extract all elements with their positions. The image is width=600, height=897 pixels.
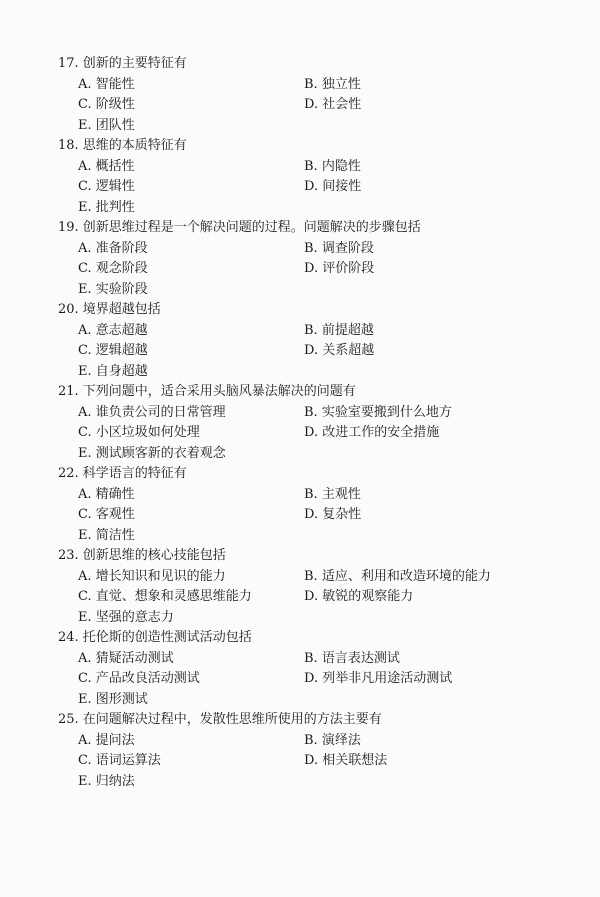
question-24 (52, 628, 572, 710)
option-a: A. 概括性 (78, 158, 135, 174)
question-19 (52, 218, 572, 300)
question-20 (52, 300, 572, 382)
option-c: C. 直觉、想象和灵感思维能力 (78, 589, 252, 604)
question-21 (52, 382, 572, 464)
option-c: C. 阶级性 (78, 97, 135, 112)
option-c: C. 小区垃圾如何处理 (78, 425, 200, 440)
option-c: C. 产品改良活动测试 (78, 671, 200, 686)
option-a: A. 谁负责公司的日常管理 (78, 404, 226, 420)
option-e: E. 团队性 (78, 117, 135, 133)
option-d: D. 相关联想法 (304, 753, 388, 768)
option-e: E. 坚强的意志力 (78, 609, 174, 625)
option-a: A. 提问法 (78, 732, 135, 748)
question-title: 21. 下列问题中，适合采用头脑风暴法解决的问题有 (58, 384, 356, 399)
question-25 (52, 710, 572, 792)
question-title: 20. 境界超越包括 (58, 302, 161, 317)
option-b: B. 主观性 (304, 486, 361, 502)
option-e: E. 图形测试 (78, 691, 148, 707)
option-b: B. 前提超越 (304, 322, 374, 338)
option-d: D. 复杂性 (304, 507, 362, 522)
option-e: E. 自身超越 (78, 363, 148, 379)
question-18 (52, 136, 572, 218)
option-grid (52, 75, 572, 137)
option-grid (52, 567, 572, 629)
option-a: A. 猜疑活动测试 (78, 650, 174, 666)
option-b: B. 调查阶段 (304, 240, 374, 256)
question-title: 24. 托伦斯的创造性测试活动包括 (58, 630, 252, 645)
option-a: A. 意志超越 (78, 322, 148, 338)
question-17 (52, 54, 572, 136)
option-a: A. 智能性 (78, 76, 135, 92)
option-a: A. 增长知识和见识的能力 (78, 568, 226, 584)
question-22 (52, 464, 572, 546)
option-grid (52, 485, 572, 547)
option-b: B. 实验室要搬到什么地方 (304, 404, 452, 420)
question-title: 22. 科学语言的特征有 (58, 466, 187, 481)
option-grid (52, 403, 572, 465)
option-grid (52, 649, 572, 711)
option-e: E. 测试顾客新的衣着观念 (78, 445, 226, 461)
option-b: B. 独立性 (304, 76, 361, 92)
option-e: E. 实验阶段 (78, 281, 148, 297)
option-a: A. 精确性 (78, 486, 135, 502)
option-c: C. 客观性 (78, 507, 135, 522)
option-grid (52, 321, 572, 383)
option-b: B. 语言表达测试 (304, 650, 400, 666)
option-e: E. 批判性 (78, 199, 135, 215)
question-title: 19. 创新思维过程是一个解决问题的过程。问题解决的步骤包括 (58, 220, 421, 235)
question-title: 17. 创新的主要特征有 (58, 56, 187, 71)
option-c: C. 逻辑性 (78, 179, 135, 194)
option-b: B. 演绎法 (304, 732, 361, 748)
option-grid (52, 157, 572, 219)
option-c: C. 语词运算法 (78, 753, 161, 768)
question-title: 18. 思维的本质特征有 (58, 138, 187, 153)
option-e: E. 简洁性 (78, 527, 135, 543)
option-d: D. 社会性 (304, 97, 362, 112)
question-23 (52, 546, 572, 628)
option-d: D. 敏锐的观察能力 (304, 589, 414, 604)
option-d: D. 改进工作的安全措施 (304, 425, 440, 440)
option-d: D. 间接性 (304, 179, 362, 194)
option-d: D. 评价阶段 (304, 261, 375, 276)
option-c: C. 观念阶段 (78, 261, 148, 276)
option-b: B. 适应、利用和改造环境的能力 (304, 568, 491, 584)
question-list (52, 54, 572, 792)
option-d: D. 列举非凡用途活动测试 (304, 671, 453, 686)
option-d: D. 关系超越 (304, 343, 375, 358)
option-c: C. 逻辑超越 (78, 343, 148, 358)
option-b: B. 内隐性 (304, 158, 361, 174)
question-title: 23. 创新思维的核心技能包括 (58, 548, 226, 563)
option-a: A. 准备阶段 (78, 240, 148, 256)
option-grid (52, 731, 572, 793)
question-title: 25. 在问题解决过程中，发散性思维所使用的方法主要有 (58, 712, 382, 727)
option-e: E. 归纳法 (78, 773, 135, 789)
option-grid (52, 239, 572, 301)
